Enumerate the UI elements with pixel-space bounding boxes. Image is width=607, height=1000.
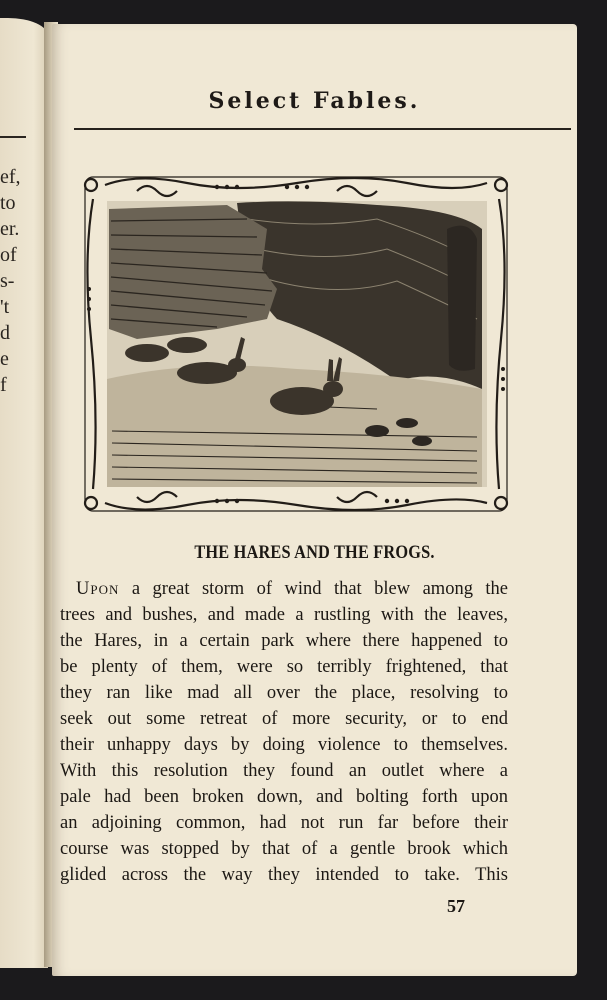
woodcut-illustration (77, 169, 515, 519)
facing-line: s- (0, 270, 15, 292)
facing-line: e (0, 348, 9, 370)
text-line: pale had been broken down, and bolting forth upon (60, 787, 508, 807)
facing-page-text (0, 164, 21, 398)
page-number: 57 (447, 896, 465, 916)
text-line: the Hares, in a certain park where there happened to (60, 631, 508, 651)
text-line: course was stopped by that of a gentle brook which (60, 839, 508, 859)
text-line (60, 576, 508, 602)
line-text: a great storm of wind that blew among the (131, 579, 509, 599)
facing-line: d (0, 322, 10, 344)
text-line: be plenty of them, were so terribly frightened, that (60, 657, 508, 677)
facing-line: of (0, 244, 17, 266)
fable-body (60, 576, 508, 888)
dropcap-word: Upon (76, 579, 120, 599)
text-line: seek out some retreat of more security, or to end (60, 709, 508, 729)
text-line: they ran like mad all over the place, resolving to (60, 683, 508, 703)
facing-line: f (0, 374, 7, 396)
text-line: glided across the way they intended to take. This (60, 865, 508, 885)
text-line: an adjoining common, had not run far before their (60, 813, 508, 833)
header-rule (74, 128, 571, 130)
running-header: Select Fables. (208, 88, 421, 114)
facing-line: er. (0, 218, 20, 240)
book-page (52, 24, 577, 976)
text-line: trees and bushes, and made a rustling with the leaves, (60, 605, 508, 625)
facing-line: ef, (0, 166, 21, 188)
facing-line: 't (0, 296, 10, 318)
facing-page-rule (0, 136, 26, 138)
text-line: With this resolution they found an outlet where a (60, 761, 508, 781)
woodcut-scene (107, 201, 487, 487)
fable-title: THE HARES AND THE FROGS. (194, 542, 435, 563)
facing-page (0, 18, 48, 968)
facing-line: to (0, 192, 16, 214)
text-line: their unhappy days by doing violence to themselves. (60, 735, 508, 755)
